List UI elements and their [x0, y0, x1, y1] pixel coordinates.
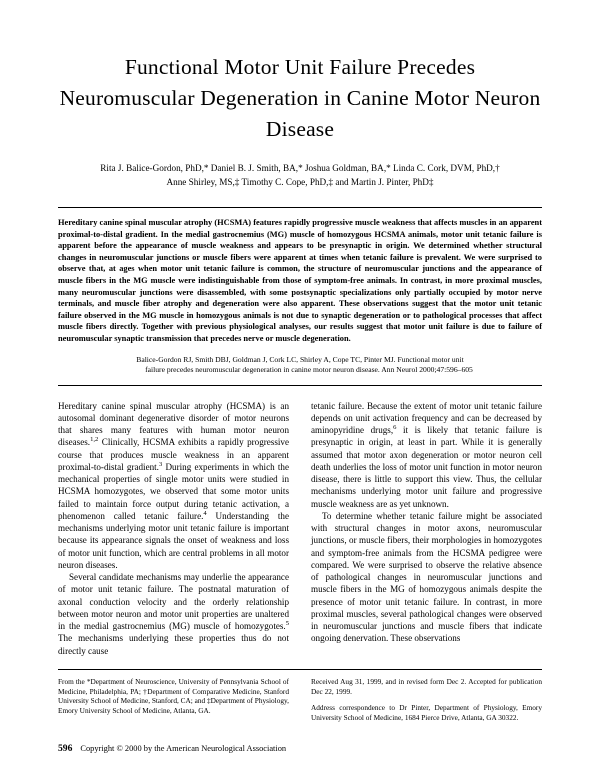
- body-column-right: [311, 400, 542, 657]
- page-title: Functional Motor Unit Failure Precedes Neuromuscular Degeneration in Canine Motor Neuron Disease: [59, 55, 541, 141]
- footnote-section: [58, 669, 542, 722]
- paragraph: tetanic failure. Because the extent of motor unit tetanic failure depends on unit activation frequency and can be decreased by aminopyridine drugs,$^6$ it is likely that tetanic failure is presynaptic in origin, at least in part. While it is generally assumed that motor axon degeneration or motor neuron cell death underlies the loss of motor unit function in motor neuron disease, there is little to support this view. Thus, the cellular mechanisms underlying motor unit failure and progressive muscle weakness are as yet unknown.: [311, 400, 542, 509]
- paragraph: To determine whether tetanic failure might be associated with structural changes in motor axons, neuromuscular junctions, or muscle fibers, their morphologies in homozygotes and symptom-free animals from the HCSMA pedigree were compared. We were surprised to observe the relative absence of pathological changes in neuromuscular junctions and muscle fibers in the MG of homozygous animals despite the presence of motor unit tetanic failure. In contrast, in more proximal muscles, several pathological changes were observed in neuromuscular junctions and muscle fibers that indicate ongoing denervation. These observations: [311, 510, 542, 644]
- abstract-section: [58, 207, 542, 386]
- abstract-text: Hereditary canine spinal muscular atrophy (HCSMA) features rapidly progressive muscle weakness that affects muscles in an apparent proximal-to-distal gradient. In the medial gastrocnemius (MG) muscle of homozygous HCSMA animals, motor unit tetanic failure is apparent before the appearance of muscle weakness and appears to be presynaptic in origin. We determined whether structural changes in neuromuscular junctions or muscle fibers were apparent at times when tetanic failure is prevalent. We were surprised to observe that, at ages when motor unit tetanic failure is common, the structure of neuromuscular junctions and the appearance of muscle fibers in the MG muscle were indistinguishable from those of symptom-free animals. In contrast, in more proximal muscles, many neuromuscular junctions were disassembled, with some postsynaptic specializations only partially occupied by motor nerve terminals, and muscle fiber atrophy and degeneration were also apparent. These observations suggest that the motor unit tetanic failure observed in the MG muscle in homozygous animals is not due to synaptic degeneration or to pathological processes that affect muscle fibers directly. Together with previous physiological analyses, our results suggest that motor unit failure is due to failure of neuromuscular synaptic transmission that precedes nerve or muscle degeneration.: [58, 218, 542, 343]
- paragraph: Hereditary canine spinal muscular atrophy (HCSMA) is an autosomal dominant degenerative disorder of motor neurons that shares many features with human motor neuron diseases.$^{1,2}$ Clinically, HCSMA exhibits a rapidly progressive course that produces muscle weakness in an apparent proximal-to-distal gradient.$^3$ During experiments in which the mechanical properties of single motor units were studied in HCSMA homozygotes, we observed that some motor units failed to maintain force output during tetanic activation, a phenomenon called tetanic failure.$^4$ Understanding the mechanisms underlying motor unit tetanic failure is important because its appearance signals the onset of weakness and loss of motor unit function, which are central problems in all motor neuron diseases.: [58, 400, 289, 570]
- citation-line-2: failure precedes neuromuscular degeneration in canine motor neuron disease. Ann Neurol 2000;47:596–605: [145, 365, 473, 375]
- copyright-notice: Copyright © 2000 by the American Neurological Association: [80, 744, 287, 753]
- footnote-column-right: [311, 677, 542, 722]
- paragraph: Several candidate mechanisms may underlie the appearance of motor unit tetanic failure. The postnatal maturation of axonal conduction velocity and the orderly relationship between motor neuron and motor unit properties are unaltered in the medial gastrocnemius (MG) muscle of homozygotes.$^5$ The mechanisms underlying these properties thus do not directly cause: [58, 572, 289, 656]
- body-columns: [58, 400, 542, 657]
- page-footer: [58, 743, 286, 754]
- citation-block: [100, 355, 500, 376]
- author-list: [62, 161, 538, 189]
- footnote-column-left: [58, 677, 289, 722]
- author-line-1: Rita J. Balice-Gordon, PhD,* Daniel B. J. Smith, BA,* Joshua Goldman, BA,* Linda C. Cork, DVM, PhD,†: [100, 163, 500, 173]
- affiliation-note: From the *Department of Neuroscience, University of Pennsylvania School of Medicine, Philadelphia, PA; †Department of Comparative Medicine, Stanford University School of Medicine, Stanford, CA; and ‡Department of Physiology, Emory University School of Medicine, Atlanta, GA.: [58, 677, 289, 715]
- body-column-left: [58, 400, 289, 657]
- author-line-2: Anne Shirley, MS,‡ Timothy C. Cope, PhD,‡ and Martin J. Pinter, PhD‡: [166, 177, 434, 187]
- received-note: Received Aug 31, 1999, and in revised form Dec 2. Accepted for publication Dec 22, 1999.: [311, 677, 542, 696]
- correspondence-note: Address correspondence to Dr Pinter, Department of Physiology, Emory University School of Medicine, 1684 Pierce Drive, Atlanta, GA 30322.: [311, 703, 542, 722]
- page-number: 596: [58, 743, 73, 754]
- citation-line-1: Balice-Gordon RJ, Smith DBJ, Goldman J, Cork LC, Shirley A, Cope TC, Pinter MJ. Functional motor unit: [136, 354, 464, 364]
